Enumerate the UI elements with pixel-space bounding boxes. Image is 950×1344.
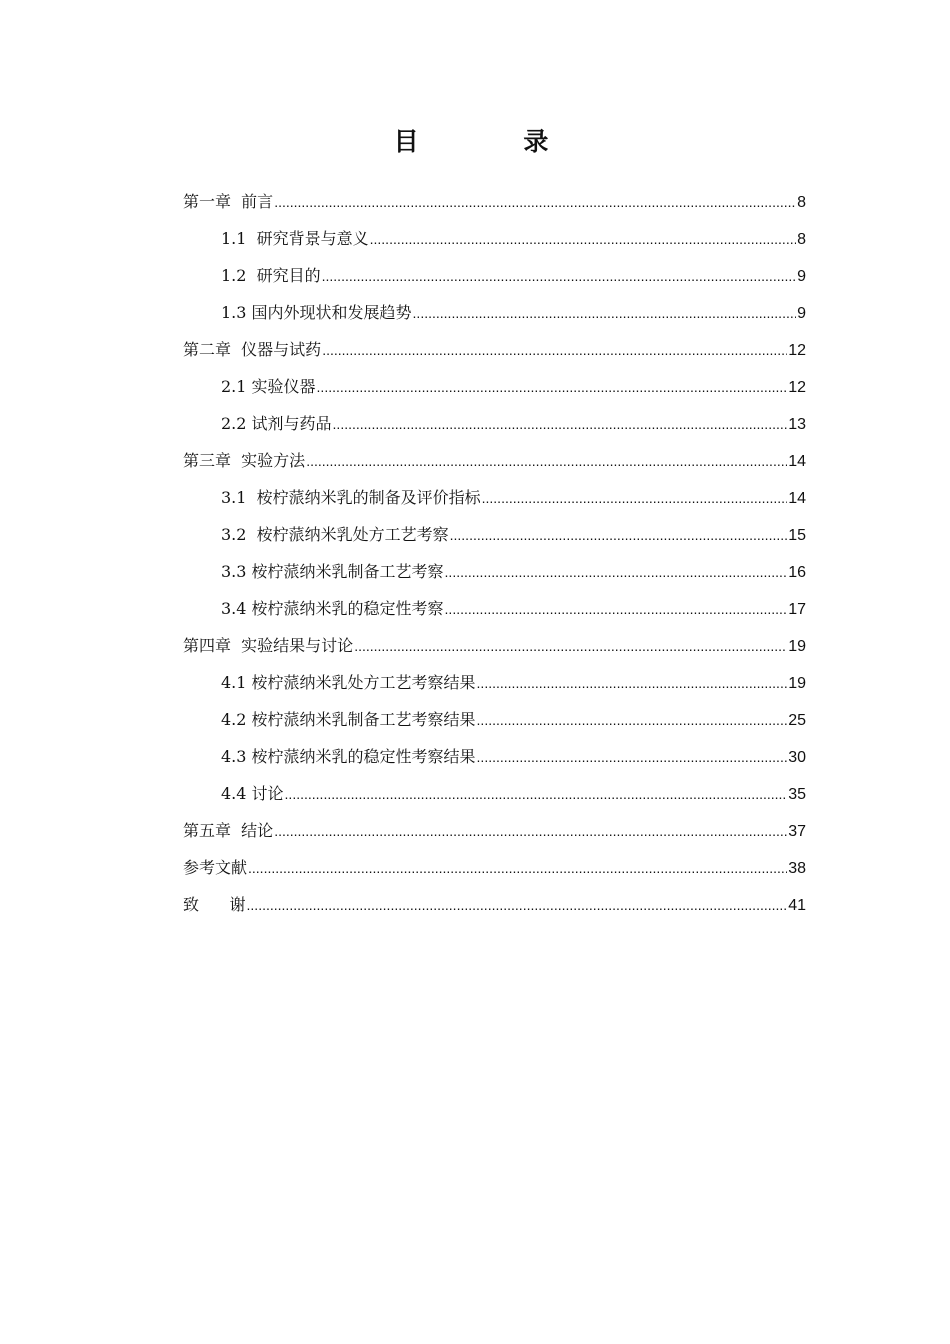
toc-entry-page: 12 bbox=[788, 342, 806, 359]
toc-entry[interactable] bbox=[183, 775, 806, 812]
toc-title: 目 录 bbox=[393, 127, 597, 156]
toc-entry[interactable] bbox=[183, 701, 806, 738]
toc-entry-label: 3.2 桉柠蒎纳米乳处方工艺考察 bbox=[221, 525, 449, 544]
toc-dot-leader bbox=[482, 480, 788, 517]
toc-dot-leader bbox=[274, 813, 787, 850]
toc-entry-page: 25 bbox=[788, 712, 806, 729]
toc-dot-leader bbox=[322, 332, 787, 369]
toc-entry[interactable] bbox=[183, 664, 806, 701]
toc-entry[interactable] bbox=[183, 405, 806, 442]
toc-entry[interactable] bbox=[183, 849, 806, 886]
toc-entry-label: 1.1 研究背景与意义 bbox=[221, 229, 369, 248]
toc-entry-page: 15 bbox=[788, 527, 806, 544]
toc-entry-label: 第一章 前言 bbox=[183, 192, 274, 211]
toc-entry-label: 第三章 实验方法 bbox=[183, 451, 306, 470]
toc-dot-leader bbox=[317, 369, 788, 406]
toc-entry-label: 第四章 实验结果与讨论 bbox=[183, 636, 354, 655]
toc-entry-label: 1.3 国内外现状和发展趋势 bbox=[221, 303, 412, 322]
toc-entry[interactable] bbox=[183, 368, 806, 405]
toc-entry[interactable] bbox=[183, 516, 806, 553]
toc-dot-leader bbox=[445, 554, 788, 591]
toc-entry-label: 第五章 结论 bbox=[183, 821, 274, 840]
toc-list bbox=[183, 183, 806, 923]
toc-entry[interactable] bbox=[183, 627, 806, 664]
toc-entry-page: 8 bbox=[797, 231, 806, 248]
toc-entry-label: 2.1 实验仪器 bbox=[221, 377, 316, 396]
toc-dot-leader bbox=[477, 665, 788, 702]
toc-entry[interactable] bbox=[183, 257, 806, 294]
toc-entry-page: 41 bbox=[788, 897, 806, 914]
toc-entry[interactable] bbox=[183, 553, 806, 590]
toc-entry[interactable] bbox=[183, 442, 806, 479]
toc-dot-leader bbox=[306, 443, 787, 480]
toc-entry-page: 8 bbox=[797, 194, 806, 211]
toc-dot-leader bbox=[445, 591, 788, 628]
toc-dot-leader bbox=[274, 184, 796, 221]
toc-entry-label: 致 谢 bbox=[183, 895, 246, 914]
toc-entry-page: 13 bbox=[788, 416, 806, 433]
toc-entry-page: 9 bbox=[797, 305, 806, 322]
toc-entry-page: 17 bbox=[788, 601, 806, 618]
toc-entry-label: 2.2 试剂与药品 bbox=[221, 414, 332, 433]
toc-entry[interactable] bbox=[183, 886, 806, 923]
toc-entry[interactable] bbox=[183, 331, 806, 368]
toc-entry-label: 1.2 研究目的 bbox=[221, 266, 321, 285]
toc-entry-page: 35 bbox=[788, 786, 806, 803]
toc-entry[interactable] bbox=[183, 738, 806, 775]
toc-dot-leader bbox=[247, 887, 788, 924]
toc-entry-label: 参考文献 bbox=[183, 858, 248, 877]
toc-entry-label: 4.2 桉柠蒎纳米乳制备工艺考察结果 bbox=[221, 710, 476, 729]
toc-entry-label: 第二章 仪器与试药 bbox=[183, 340, 322, 359]
toc-dot-leader bbox=[477, 739, 788, 776]
toc-entry[interactable] bbox=[183, 183, 806, 220]
toc-entry-label: 4.3 桉柠蒎纳米乳的稳定性考察结果 bbox=[221, 747, 476, 766]
toc-entry-label: 4.4 讨论 bbox=[221, 784, 284, 803]
toc-entry[interactable] bbox=[183, 220, 806, 257]
toc-dot-leader bbox=[413, 295, 797, 332]
toc-dot-leader bbox=[285, 776, 788, 813]
toc-entry[interactable] bbox=[183, 590, 806, 627]
toc-entry-page: 14 bbox=[788, 490, 806, 507]
toc-dot-leader bbox=[477, 702, 788, 739]
toc-entry-page: 37 bbox=[788, 823, 806, 840]
toc-entry[interactable] bbox=[183, 294, 806, 331]
toc-entry-label: 3.3 桉柠蒎纳米乳制备工艺考察 bbox=[221, 562, 444, 581]
toc-entry-label: 3.4 桉柠蒎纳米乳的稳定性考察 bbox=[221, 599, 444, 618]
toc-entry-page: 16 bbox=[788, 564, 806, 581]
toc-dot-leader bbox=[333, 406, 788, 443]
toc-entry-label: 4.1 桉柠蒎纳米乳处方工艺考察结果 bbox=[221, 673, 476, 692]
toc-entry-page: 12 bbox=[788, 379, 806, 396]
toc-entry-page: 9 bbox=[797, 268, 806, 285]
toc-entry-page: 30 bbox=[788, 749, 806, 766]
toc-entry[interactable] bbox=[183, 812, 806, 849]
toc-entry-label: 3.1 桉柠蒎纳米乳的制备及评价指标 bbox=[221, 488, 481, 507]
toc-dot-leader bbox=[322, 258, 796, 295]
toc-dot-leader bbox=[450, 517, 788, 554]
toc-entry[interactable] bbox=[183, 479, 806, 516]
toc-dot-leader bbox=[354, 628, 787, 665]
toc-dot-leader bbox=[248, 850, 787, 887]
toc-entry-page: 38 bbox=[788, 860, 806, 877]
toc-entry-page: 19 bbox=[788, 675, 806, 692]
toc-entry-page: 19 bbox=[788, 638, 806, 655]
toc-dot-leader bbox=[370, 221, 796, 258]
toc-entry-page: 14 bbox=[788, 453, 806, 470]
